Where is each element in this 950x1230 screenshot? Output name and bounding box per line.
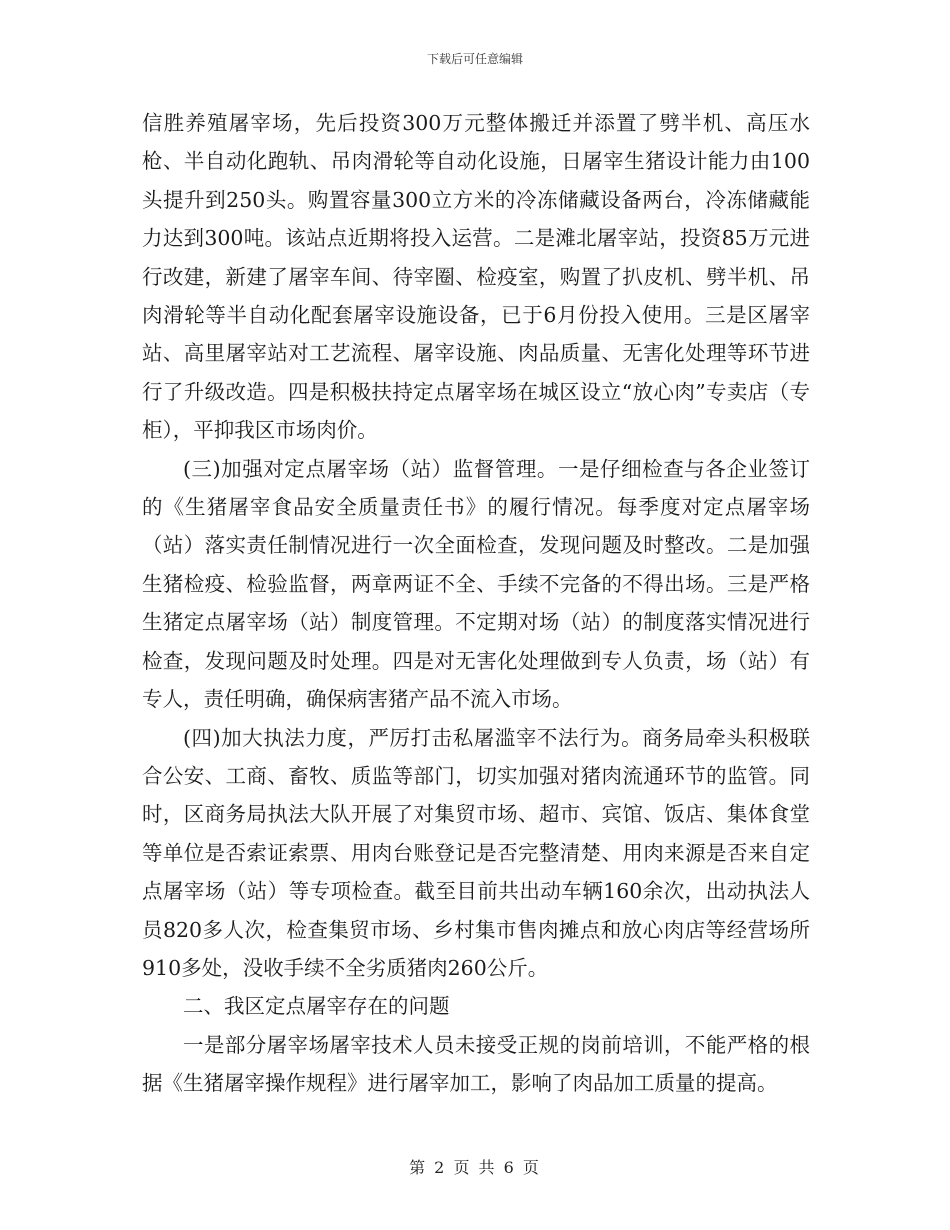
paragraph-enforcement: (四)加大执法力度，严厉打击私屠滥宰不法行为。商务局牵头积极联合公安、工商、畜牧、质监等部门，切实加强对猪肉流通环节的监管。同时，区商务局执法大队开展了对集贸市场、超市、宾馆、饭店、集体食堂等单位是否索证索票、用肉台账登记是否完整清楚、用肉来源是否来自定点屠宰场（站）等专项检查。截至目前共出动车辆160余次，出动执法人员820多人次，检查集贸市场、乡村集市售肉摊点和放心肉店等经营场所910多处，没收手续不全劣质猪肉260公斤。 bbox=[142, 725, 810, 980]
paragraph-continuation: 信胜养殖屠宰场，先后投资300万元整体搬迁并添置了劈半机、高压水枪、半自动化跑轨、吊肉滑轮等自动化设施，日屠宰生猪设计能力由100头提升到250头。购置容量300立方米的冷冻储藏设备两台，冷冻储藏能力达到300吨。该站点近期将投入运营。二是滩北屠宰站，投资85万元进行改建，新建了屠宰车间、待宰圈、检疫室，购置了扒皮机、劈半机、吊肉滑轮等半自动化配套屠宰设施设备，已于6月份投入使用。三是区屠宰站、高里屠宰站对工艺流程、屠宰设施、肉品质量、无害化处理等环节进行了升级改造。四是积极扶持定点屠宰场在城区设立“放心肉”专卖店（专柜），平抑我区市场肉价。 bbox=[142, 111, 810, 443]
section-heading-problems: 二、我区定点屠宰存在的问题 bbox=[183, 994, 450, 1019]
page-header: 下载后可任意编辑 bbox=[426, 52, 523, 66]
document-body bbox=[142, 104, 810, 1103]
page-footer: 第 2 页 共 6 页 bbox=[409, 1158, 541, 1177]
paragraph-supervision: (三)加强对定点屠宰场（站）监督管理。一是仔细检查与各企业签订的《生猪屠宰食品安全质量责任书》的履行情况。每季度对定点屠宰场（站）落实责任制情况进行一次全面检查，发现问题及时整改。二是加强生猪检疫、检验监督，两章两证不全、手续不完备的不得出场。三是严格生猪定点屠宰场（站）制度管理。不定期对场（站）的制度落实情况进行检查，发现问题及时处理。四是对无害化处理做到专人负责，场（站）有专人，责任明确，确保病害猪产品不流入市场。 bbox=[142, 456, 810, 712]
paragraph-problem-one: 一是部分屠宰场屠宰技术人员未接受正规的岗前培训，不能严格的根据《生猪屠宰操作规程》进行屠宰加工，影响了肉品加工质量的提高。 bbox=[142, 1032, 810, 1096]
